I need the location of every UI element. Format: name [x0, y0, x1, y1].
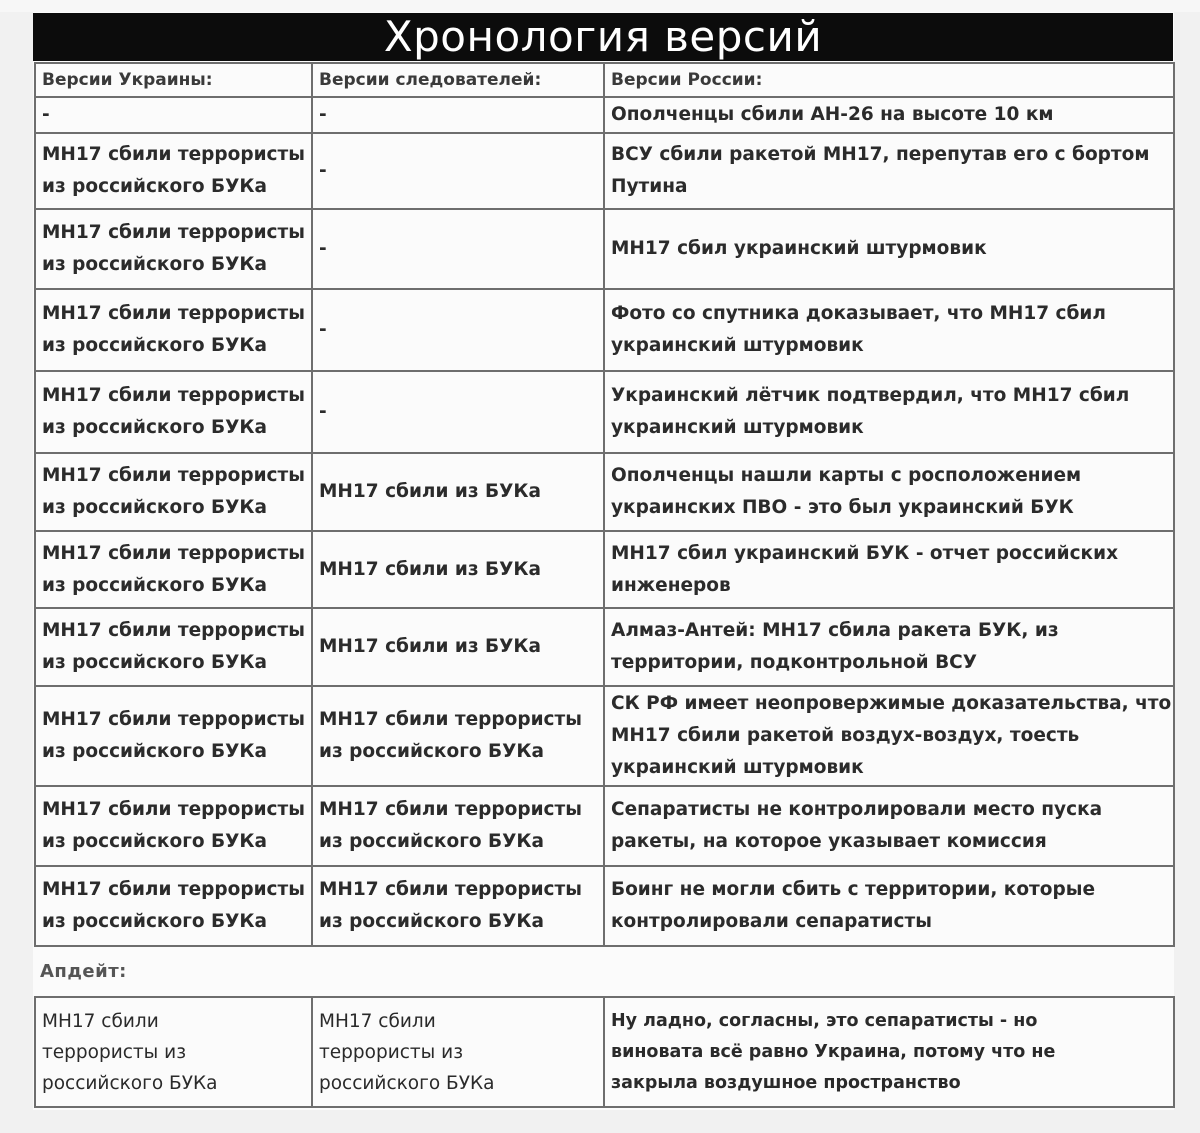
russia-cell — [604, 97, 1174, 133]
table-row — [35, 608, 1174, 686]
cell-line: Алмаз-Антей: МН17 сбила ракета БУК, из — [611, 620, 1059, 641]
cell-line: виновата всё равно Украина, потому что не — [611, 1041, 1056, 1062]
cell-line: украинский штурмовик — [611, 757, 864, 778]
cell-line: Ополченцы сбили АН-26 на высоте 10 км — [611, 104, 1054, 125]
ukraine-cell — [35, 866, 312, 946]
versions-table — [34, 62, 1175, 947]
cell-line: МН17 сбили террористы — [42, 620, 305, 641]
cell-line: российского БУКа — [319, 1072, 495, 1094]
cell-line: территории, подконтрольной ВСУ — [611, 652, 978, 673]
cell-line: из российского БУКа — [42, 911, 267, 932]
russia-cell — [604, 866, 1174, 946]
russia-cell — [604, 531, 1174, 608]
update-table — [34, 996, 1175, 1108]
ukraine-cell: - — [35, 97, 312, 133]
russia-cell — [604, 786, 1174, 866]
cell-line: МН17 сбил украинский штурмовик — [611, 238, 987, 259]
ukraine-cell — [35, 686, 312, 786]
table-row — [35, 209, 1174, 289]
investigators-cell: - — [312, 133, 604, 209]
update-investigators-cell — [312, 997, 604, 1107]
investigators-cell: - — [312, 209, 604, 289]
cell-line: из российского БУКа — [42, 741, 267, 762]
cell-line: из российского БУКа — [319, 831, 544, 852]
ukraine-cell — [35, 608, 312, 686]
investigators-cell: МН17 сбили из БУКа — [312, 531, 604, 608]
cell-line: из российского БУКа — [42, 574, 267, 596]
cell-line: Украинский лётчик подтвердил, что МН17 сбил — [611, 385, 1130, 406]
cell-line: из российского БУКа — [42, 831, 267, 852]
cell-line: МН17 сбил украинский БУК - отчет российских — [611, 542, 1119, 564]
cell-line: МН17 сбили террористы — [319, 879, 582, 900]
investigators-cell: МН17 сбили из БУКа — [312, 453, 604, 531]
cell-line: МН17 сбили ракетой воздух-воздух, тоесть — [611, 725, 1080, 746]
cell-line: украинских ПВО - это был украинский БУК — [611, 497, 1074, 518]
ukraine-cell — [35, 289, 312, 371]
cell-line: МН17 сбили террористы — [42, 709, 305, 730]
update-russia-cell — [604, 997, 1174, 1107]
russia-cell — [604, 453, 1174, 531]
cell-line: закрыла воздушное пространство — [611, 1072, 961, 1093]
page-title: Хронология версий — [33, 13, 1173, 61]
cell-line: МН17 сбили террористы — [319, 799, 582, 820]
top-strip — [0, 0, 1200, 12]
cell-line: МН17 сбили террористы — [42, 144, 305, 165]
cell-line: МН17 сбили террористы — [42, 879, 305, 900]
cell-line: МН17 сбили — [319, 1010, 436, 1032]
cell-line: Сепаратисты не контролировали место пуска — [611, 799, 1103, 820]
header-ukraine: Версии Украины: — [35, 63, 312, 97]
cell-line: СК РФ имеет неопровержимые доказательства, что — [611, 693, 1172, 714]
cell-line: МН17 сбили террористы — [42, 465, 305, 486]
cell-line: МН17 сбили террористы — [42, 385, 305, 406]
cell-line: из российского БУКа — [319, 741, 544, 762]
cell-line: МН17 сбили террористы — [319, 709, 582, 730]
table-row — [35, 133, 1174, 209]
table-row — [35, 686, 1174, 786]
ukraine-cell — [35, 786, 312, 866]
cell-line: МН17 сбили террористы — [42, 222, 305, 243]
ukraine-cell — [35, 453, 312, 531]
cell-line: из российского БУКа — [42, 176, 267, 197]
investigators-cell: - — [312, 97, 604, 133]
cell-line: российского БУКа — [42, 1072, 218, 1094]
russia-cell — [604, 133, 1174, 209]
russia-cell — [604, 686, 1174, 786]
table-header-row — [35, 63, 1174, 97]
investigators-cell — [312, 686, 604, 786]
cell-line: инженеров — [611, 574, 731, 596]
ukraine-cell — [35, 133, 312, 209]
cell-line: МН17 сбили террористы — [42, 303, 305, 324]
russia-cell — [604, 608, 1174, 686]
investigators-cell — [312, 866, 604, 946]
russia-cell — [604, 209, 1174, 289]
ukraine-cell — [35, 531, 312, 608]
cell-line: Ополченцы нашли карты с росположением — [611, 465, 1082, 486]
cell-line: из российского БУКа — [42, 335, 267, 356]
cell-line: из российского БУКа — [42, 417, 267, 438]
table-row — [35, 97, 1174, 133]
update-label: Апдейт: — [40, 961, 127, 982]
cell-line: МН17 сбили террористы — [42, 542, 305, 564]
cell-line: украинский штурмовик — [611, 335, 864, 356]
cell-line: Фото со спутника доказывает, что МН17 сбил — [611, 303, 1106, 324]
table-row — [35, 289, 1174, 371]
table-row — [35, 531, 1174, 608]
cell-line: ВСУ сбили ракетой МН17, перепутав его с бортом — [611, 144, 1150, 165]
cell-line: из российского БУКа — [42, 497, 267, 518]
cell-line: контролировали сепаратисты — [611, 911, 932, 932]
table-row — [35, 786, 1174, 866]
investigators-cell: МН17 сбили из БУКа — [312, 608, 604, 686]
cell-line: МН17 сбили — [42, 1010, 159, 1032]
cell-line: террористы из — [319, 1041, 464, 1063]
investigators-cell: - — [312, 371, 604, 453]
cell-line: Боинг не могли сбить с территории, которые — [611, 879, 1095, 900]
cell-line: МН17 сбили террористы — [42, 799, 305, 820]
header-russia: Версии России: — [604, 63, 1174, 97]
cell-line: из российского БУКа — [319, 911, 544, 932]
cell-line: ракеты, на которое указывает комиссия — [611, 831, 1047, 852]
table-row — [35, 453, 1174, 531]
russia-cell — [604, 371, 1174, 453]
cell-line: из российского БУКа — [42, 254, 267, 275]
header-investigators: Версии следователей: — [312, 63, 604, 97]
table-row — [35, 866, 1174, 946]
cell-line: Ну ладно, согласны, это сепаратисты - но — [611, 1010, 1038, 1031]
cell-line: из российского БУКа — [42, 652, 267, 673]
update-row — [35, 997, 1174, 1107]
cell-line: террористы из — [42, 1041, 187, 1063]
russia-cell — [604, 289, 1174, 371]
cell-line: украинский штурмовик — [611, 417, 864, 438]
table-row — [35, 371, 1174, 453]
ukraine-cell — [35, 371, 312, 453]
update-ukraine-cell — [35, 997, 312, 1107]
investigators-cell: - — [312, 289, 604, 371]
cell-line: Путина — [611, 176, 688, 197]
investigators-cell — [312, 786, 604, 866]
ukraine-cell — [35, 209, 312, 289]
